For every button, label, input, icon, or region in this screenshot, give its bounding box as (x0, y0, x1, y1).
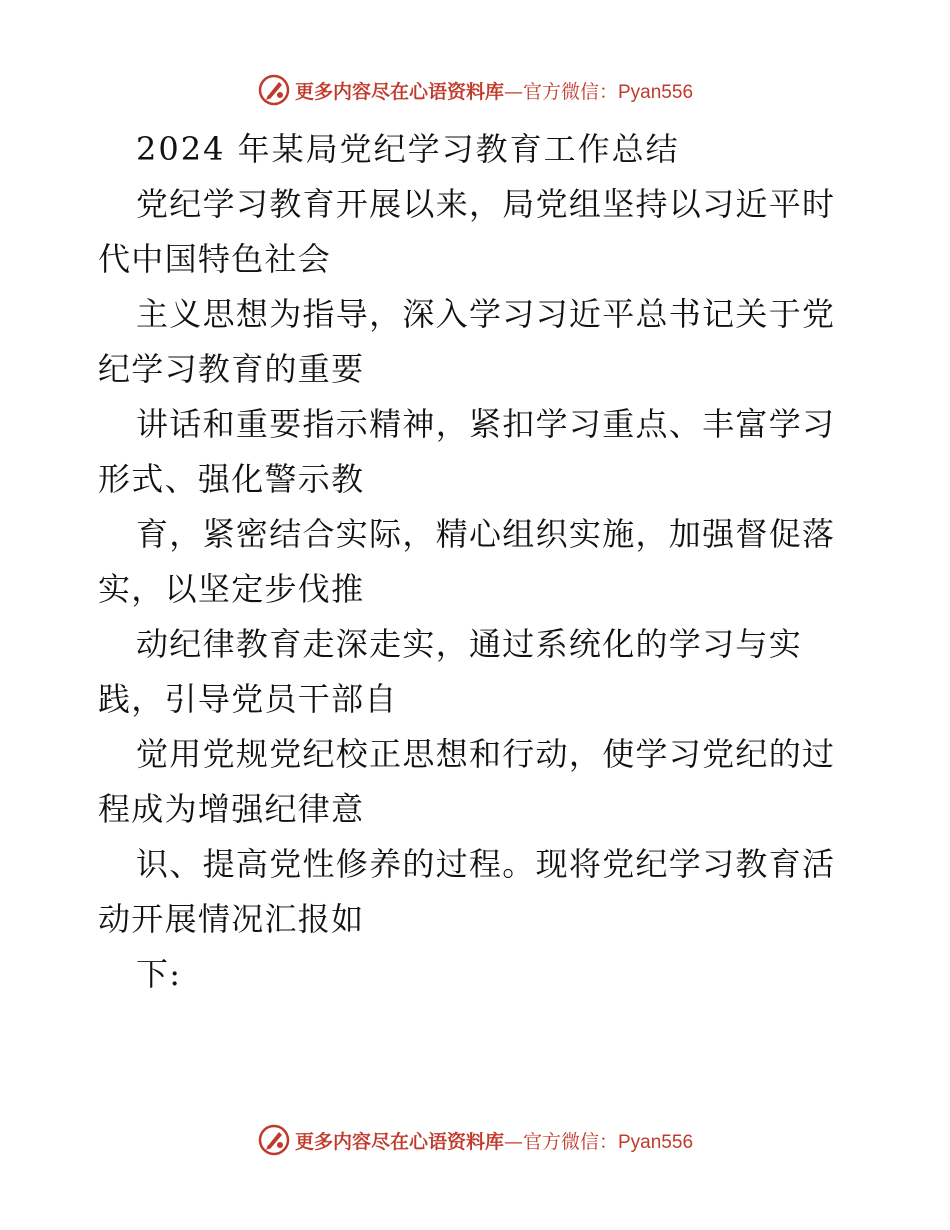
header-banner-content (257, 73, 693, 107)
banner-wechat-label: 官方微信： (522, 1130, 618, 1153)
banner-dash: — (503, 1130, 523, 1153)
body-line: 纪学习教育的重要 (98, 350, 365, 388)
banner-text (295, 1127, 693, 1154)
body-line: 党纪学习教育开展以来，局党组坚持以习近平时 (136, 185, 836, 223)
body-line: 代中国特色社会 (98, 240, 332, 278)
body-line: 识、提高党性修养的过程。现将党纪学习教育活 (136, 845, 836, 883)
library-logo-icon (257, 73, 291, 107)
body-line: 下: (136, 955, 182, 993)
body-line: 动纪律教育走深走实，通过系统化的学习与实 (136, 625, 803, 663)
document-body (98, 122, 858, 1002)
banner-dash: — (503, 80, 523, 103)
body-line: 讲话和重要指示精神，紧扣学习重点、丰富学习 (136, 405, 836, 443)
body-line: 形式、强化警示教 (98, 460, 365, 498)
library-logo-icon (257, 1123, 291, 1157)
body-line: 实，以坚定步伐推 (98, 570, 365, 608)
header-banner (0, 70, 950, 110)
banner-main-text: 更多内容尽在心语资料库 (294, 80, 504, 103)
body-line: 育，紧密结合实际，精心组织实施，加强督促落 (136, 515, 836, 553)
footer-banner (0, 1120, 950, 1160)
body-line: 程成为增强纪律意 (98, 790, 365, 828)
banner-wechat-id: Pyan556 (618, 81, 694, 103)
body-line: 主义思想为指导，深入学习习近平总书记关于党 (136, 295, 836, 333)
body-line: 动开展情况汇报如 (98, 900, 365, 938)
footer-banner-content (257, 1123, 693, 1157)
banner-text (295, 77, 693, 104)
banner-main-text: 更多内容尽在心语资料库 (294, 1130, 504, 1153)
body-line: 践，引导党员干部自 (98, 680, 398, 718)
banner-wechat-label: 官方微信： (522, 80, 618, 103)
document-title: 2024 年某局党纪学习教育工作总结 (136, 130, 680, 168)
banner-wechat-id: Pyan556 (618, 1131, 694, 1153)
body-line: 觉用党规党纪校正思想和行动，使学习党纪的过 (136, 735, 836, 773)
